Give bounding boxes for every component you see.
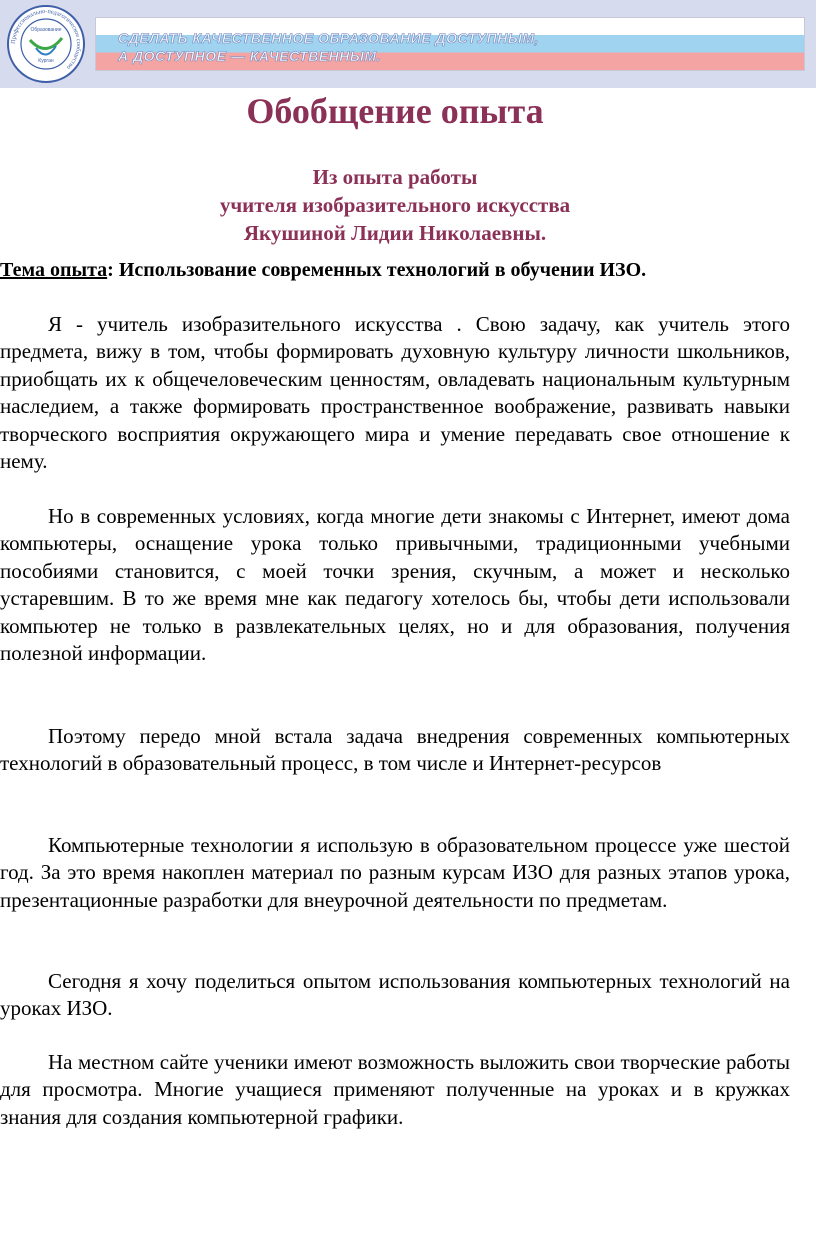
logo-inner-bottom: Курган	[38, 58, 54, 64]
page-title: Обобщение опыта	[246, 91, 544, 131]
paragraph-4: Компьютерные технологии я использую в образовательном процессе уже шестой год. За это время накоплен материал по разным курсам ИЗО для разных этапов урока, презентационные разработки для внеурочной деятельности по предметам.	[0, 833, 790, 912]
subtitle-line-1: Из опыта работы	[312, 165, 478, 189]
slogan-line-2: А ДОСТУПНОЕ — КАЧЕСТВЕННЫМ.	[118, 48, 381, 64]
topic-heading	[0, 259, 800, 282]
logo-ring-text: Профессионально-педагогическое сообщество	[9, 7, 83, 71]
topic-text: : Использование современных технологий в обучении ИЗО.	[107, 259, 647, 281]
paragraph-2: Но в современных условиях, когда многие дети знакомы с Интернет, имеют дома компьютеры, оснащение урока только привычными, традиционными учебными пособиями становится, с моей точки зрения, скучным, а может и несколько устаревшим. В то же время мне как педагогу хотелось бы, чтобы дети использовали компьютер не только в развлекательных целях, но и для образования, получения полезной информации.	[0, 504, 790, 666]
topic-label: Тема опыта	[0, 259, 108, 281]
school-emblem-icon	[6, 4, 86, 84]
slogan-line-1: СДЕЛАТЬ КАЧЕСТВЕННОЕ ОБРАЗОВАНИЕ ДОСТУПНЫМ,	[118, 30, 539, 46]
logo-inner-top: Образование	[30, 27, 62, 33]
subtitle-line-2: учителя изобразительного искусства	[219, 193, 571, 217]
paragraph-5: Сегодня я хочу поделиться опытом использования компьютерных технологий на уроках ИЗО.	[0, 969, 790, 1021]
paragraph-6: На местном сайте ученики имеют возможность выложить свои творческие работы для просмотра. Многие учащиеся применяют полученные на уроках и в кружках знания для создания компьютерной графики.	[0, 1050, 790, 1129]
subtitle-line-3: Якушиной Лидии Николаевны.	[243, 221, 547, 245]
paragraph-3: Поэтому передо мной встала задача внедрения современных компьютерных технологий в образовательный процесс, в том числе и Интернет-ресурсов	[0, 724, 790, 776]
paragraph-1: Я - учитель изобразительного искусства . Свою задачу, как учитель этого предмета, вижу в том, чтобы формировать духовную культуру личности школьников, приобщать их к общечеловеческим ценностям, овладевать национальным культурным наследием, а также формировать пространственное воображение, развивать навыки творческого восприятия окружающего мира и умение передавать свое отношение к нему.	[0, 312, 790, 474]
